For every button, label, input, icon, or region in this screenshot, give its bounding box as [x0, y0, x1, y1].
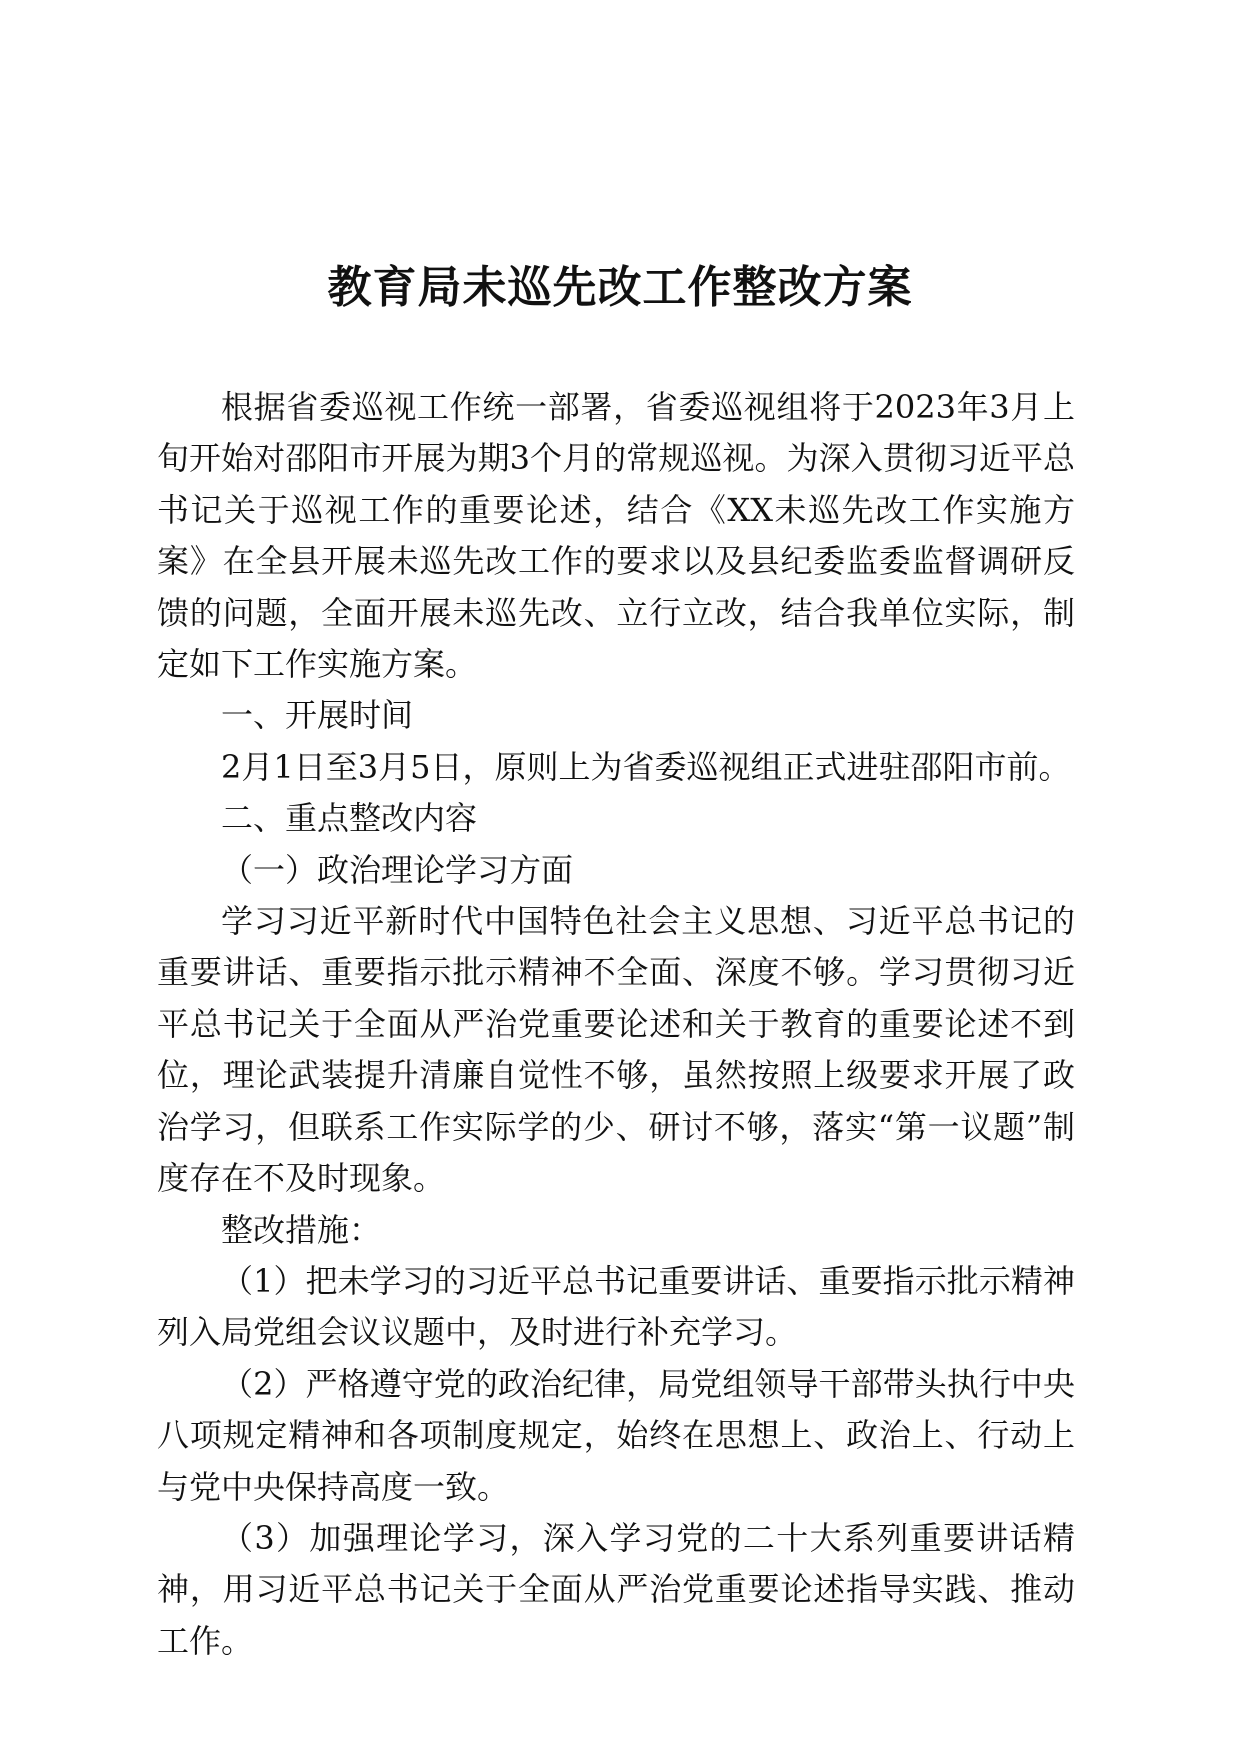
measures-label: 整改措施：	[221, 1210, 382, 1249]
intro-paragraph: 根据省委巡视工作统一部署，省委巡视组将于2023年3月上旬开始对邵阳市开展为期3个月的常规巡视。为深入贯彻习近平总书记关于巡视工作的重要论述，结合《XX未巡先改工作实施方案》在全县开展未巡先改工作的要求以及县纪委监委监督调研反馈的问题，全面开展未巡先改、立行立改，结合我单位实际，制定如下工作实施方案。	[157, 388, 1075, 684]
section-heading-schedule: 一、开展时间	[221, 696, 414, 735]
document-body	[157, 382, 1075, 1667]
political-study-paragraph: 学习习近平新时代中国特色社会主义思想、习近平总书记的重要讲话、重要指示批示精神不全面、深度不够。学习贯彻习近平总书记关于全面从严治党重要论述和关于教育的重要论述不到位，理论武装提升清廉自觉性不够，虽然按照上级要求开展了政治学习，但联系工作实际学的少、研讨不够，落实“第一议题”制度存在不及时现象。	[157, 902, 1075, 1198]
schedule-paragraph: 2月1日至3月5日，原则上为省委巡视组正式进驻邵阳市前。	[221, 747, 1071, 786]
subsection-heading-political-study: （一）政治理论学习方面	[221, 850, 574, 889]
measure-item: （2）严格遵守党的政治纪律，局党组领导干部带头执行中央八项规定精神和各项制度规定，始终在思想上、政治上、行动上与党中央保持高度一致。	[157, 1364, 1075, 1506]
measure-item: （1）把未学习的习近平总书记重要讲话、重要指示批示精神列入局党组会议议题中，及时进行补充学习。	[157, 1261, 1075, 1352]
measure-item: （3）加强理论学习，深入学习党的二十大系列重要讲话精神，用习近平总书记关于全面从严治党重要论述指导实践、推动工作。	[157, 1518, 1075, 1660]
document-title: 教育局未巡先改工作整改方案	[327, 262, 913, 313]
section-heading-key-content: 二、重点整改内容	[221, 799, 478, 838]
